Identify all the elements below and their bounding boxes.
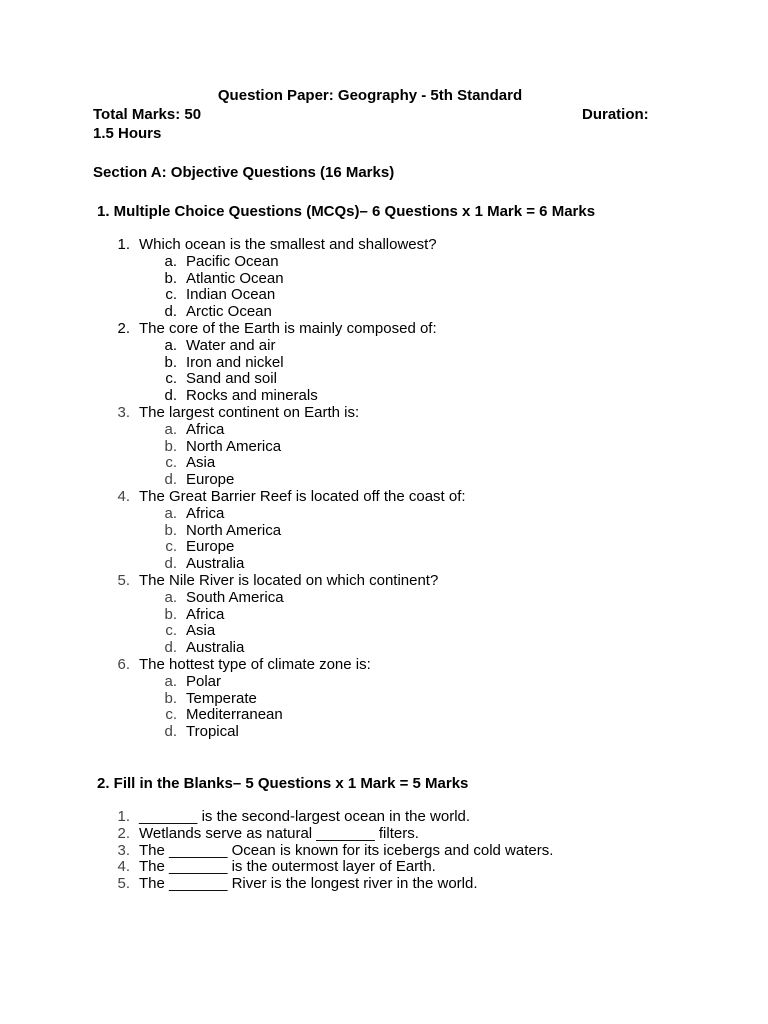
option-letter: a. — [164, 420, 177, 438]
option-letter: b. — [164, 689, 177, 707]
option-letter: c. — [165, 286, 177, 304]
option-text: Mediterranean — [186, 706, 283, 724]
option-letter: c. — [165, 706, 177, 724]
option-letter: c. — [165, 370, 177, 388]
option-text: Africa — [186, 504, 225, 522]
option-text: Pacific Ocean — [186, 252, 279, 270]
question-text: The Nile River is located on which continent? — [139, 572, 439, 589]
option-text: Rocks and minerals — [186, 387, 318, 405]
option-letter: d. — [164, 303, 177, 321]
question-text: _______ is the second-largest ocean in the world. — [139, 808, 471, 825]
option-letter: a. — [164, 504, 177, 522]
option-letter: d. — [164, 723, 177, 741]
option-text: Asia — [186, 454, 216, 472]
question-number: 5. — [117, 572, 130, 589]
option-text: Africa — [186, 605, 225, 623]
total-marks: Total Marks: 50 — [93, 106, 202, 123]
option-letter: b. — [164, 605, 177, 623]
option-letter: b. — [164, 437, 177, 455]
option-letter: a. — [164, 672, 177, 690]
option-letter: d. — [164, 471, 177, 489]
option-letter: d. — [164, 387, 177, 405]
option-text: North America — [186, 437, 282, 455]
paper-title-text: Question Paper: Geography - 5th Standard — [217, 87, 523, 104]
option-text: Iron and nickel — [186, 353, 284, 371]
option-text: Tropical — [186, 723, 239, 741]
option-text: Asia — [186, 622, 216, 640]
option-text: Polar — [186, 672, 222, 690]
question-text: The Great Barrier Reef is located off the coast of: — [139, 488, 466, 505]
question-text: The core of the Earth is mainly composed of: — [139, 320, 437, 337]
section-a-heading: Section A: Objective Questions (16 Marks) — [93, 164, 395, 181]
option-letter: a. — [164, 252, 177, 270]
option-letter: b. — [164, 353, 177, 371]
duration-label: Duration: — [582, 106, 649, 123]
question-number: 4. — [117, 858, 130, 876]
option-letter: d. — [164, 555, 177, 573]
question-text: The largest continent on Earth is: — [139, 404, 360, 421]
option-letter: b. — [164, 269, 177, 287]
question-number: 4. — [117, 488, 130, 505]
option-text: Indian Ocean — [186, 286, 276, 304]
question-text: The _______ River is the longest river in the world. — [139, 875, 478, 893]
option-text: Africa — [186, 420, 225, 438]
question-number: 1. — [117, 236, 130, 253]
question-number: 5. — [117, 875, 130, 893]
option-text: Atlantic Ocean — [186, 269, 284, 287]
option-letter: a. — [164, 336, 177, 354]
option-letter: c. — [165, 454, 177, 472]
option-letter: a. — [164, 588, 177, 606]
question-number: 3. — [117, 404, 130, 421]
option-text: Australia — [186, 639, 245, 657]
option-text: Europe — [186, 471, 235, 489]
question-number: 3. — [117, 841, 130, 859]
duration-value: 1.5 Hours — [93, 125, 162, 142]
option-text: Australia — [186, 555, 245, 573]
question-number: 2. — [117, 320, 130, 337]
option-letter: d. — [164, 639, 177, 657]
fill-blanks-heading: 2. Fill in the Blanks– 5 Questions x 1 Mark = 5 Marks — [97, 775, 469, 792]
option-letter: b. — [164, 521, 177, 539]
option-text: Arctic Ocean — [186, 303, 272, 321]
question-number: 6. — [117, 656, 130, 673]
option-text: Temperate — [186, 689, 257, 707]
option-text: Europe — [186, 538, 235, 556]
question-text: The _______ is the outermost layer of Earth. — [139, 858, 436, 876]
question-text: The _______ Ocean is known for its icebergs and cold waters. — [139, 841, 554, 859]
question-text: Which ocean is the smallest and shallowest? — [139, 236, 437, 253]
paper-title — [0, 87, 768, 104]
option-text: South America — [186, 588, 284, 606]
mcq-heading: 1. Multiple Choice Questions (MCQs)– 6 Questions x 1 Mark = 6 Marks — [97, 203, 596, 220]
option-text: North America — [186, 521, 282, 539]
option-letter: c. — [165, 622, 177, 640]
option-text: Water and air — [186, 336, 276, 354]
question-number: 1. — [117, 808, 130, 825]
option-letter: c. — [165, 538, 177, 556]
question-number: 2. — [117, 824, 130, 842]
question-text: The hottest type of climate zone is: — [139, 656, 371, 673]
question-text: Wetlands serve as natural _______ filters. — [139, 824, 419, 842]
option-text: Sand and soil — [186, 370, 277, 388]
